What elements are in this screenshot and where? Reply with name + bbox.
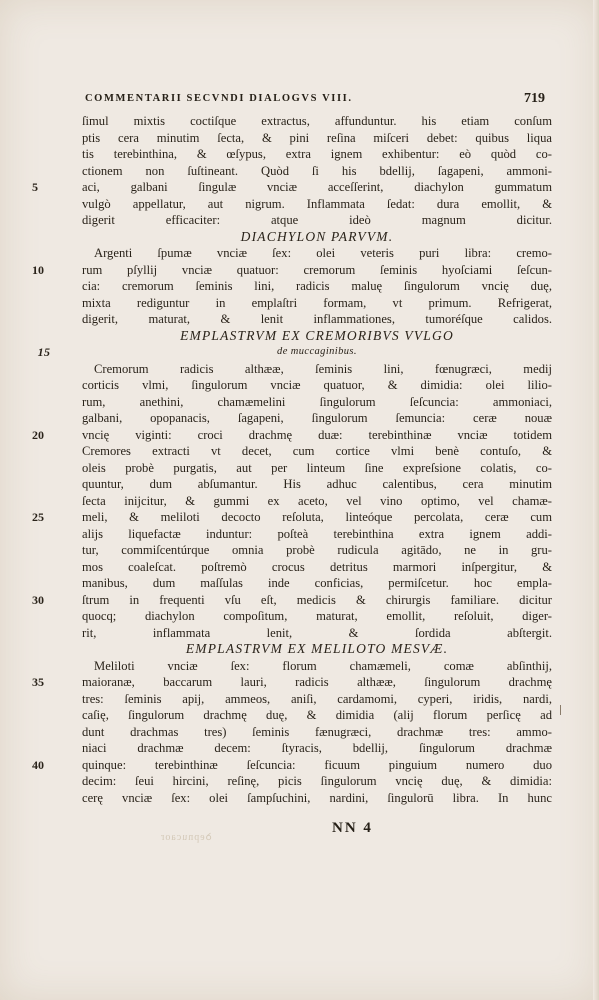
line-text: rit, inflammata lenit, & ſordida abſtergit.: [82, 625, 552, 640]
line-number: 40: [32, 757, 44, 772]
line-text: alijs liquefactæ induntur: poſteà terebinthina extra ignem addi-: [82, 526, 552, 541]
signature-mark: NN 4: [332, 820, 373, 836]
line-text: cerę vnciæ ſex: olei ſampſuchini, nardini, ſingulorū libra. In hunc: [82, 790, 552, 805]
line-text: ſimul mixtis coctiſque extractus, affunduntur. his etiam conſum: [82, 114, 552, 128]
line-text: niaci drachmæ decem: ſtyracis, bdellij, ſingulorum drachmæ: [82, 741, 552, 755]
text-line: [82, 394, 552, 411]
section-heading: [82, 229, 552, 246]
line-text: digerit, maturat, & lenit inflammationes, tumoréſque calidos.: [82, 312, 552, 326]
line-text: oleis probè purgatis, aut per linteum ſine expreſsione colatis, co-: [82, 460, 552, 475]
text-line: [82, 410, 552, 427]
text-line: [82, 493, 552, 510]
line-text: decim: ſeui hircini, reſinę, picis ſingulorum vncię duę, & dimidia:: [82, 774, 552, 788]
line-text: Cremores extracti vt decet, cum cortice vlmi benè contuſo, &: [82, 444, 552, 458]
line-text: DIACHYLON PARVVM.: [240, 228, 394, 244]
text-line: [82, 113, 552, 130]
section-subheading: [37, 344, 552, 361]
line-text: ſecta inijcitur, & gummi ex aceto, vel vino optimo, vel chamæ-: [82, 493, 552, 508]
line-text: Meliloti vnciæ ſex: florum chamæmeli, comæ abſinthij,: [94, 658, 552, 673]
line-text: meli, & meliloti decocto reſoluta, linteóque percolata, ceræ cum: [82, 510, 552, 524]
line-text: quuntur, dum abſumantur. His adhuc calentibus, cera minutim: [82, 477, 552, 491]
text-line: [82, 658, 552, 675]
line-text: dunt drachmas tres) ſeminis fænugræci, drachmæ tres: ammo-: [82, 724, 552, 739]
line-text: cia: cremorum ſeminis lini, radicis maluę ſingulorum vncię duę,: [82, 279, 552, 293]
text-line: [82, 724, 552, 741]
ink-mark: [560, 705, 561, 715]
line-text: Argenti ſpumæ vnciæ ſex: olei veteris puri libra: cremo-: [94, 246, 552, 260]
line-text: vulgò appellatur, aut nigrum. Inflammata ſedat: dura emollit, &: [82, 196, 552, 211]
line-text: de muccaginibus.: [277, 346, 357, 357]
text-line: [32, 674, 552, 691]
line-text: maioranæ, baccarum lauri, radicis althææ, ſingulorum drachmę: [82, 675, 552, 689]
text-line: [82, 361, 552, 378]
line-text: vncię viginti: croci drachmę duæ: terebinthinæ vnciæ totidem: [82, 427, 552, 442]
text-line: [82, 773, 552, 790]
line-text: corticis vlmi, ſingulorum vnciæ quatuor, & dimidia: olei lilio-: [82, 378, 552, 392]
line-text: EMPLASTRVM EX CREMORIBVS VVLGO: [180, 327, 454, 343]
text-line: [82, 212, 552, 229]
line-text: ſtrum in frequenti vſu eſt, medicis & chirurgis familiare. dicitur: [82, 592, 552, 607]
text-line: [82, 311, 552, 328]
line-text: galbani, opopanacis, ſagapeni, ſingulorum ſemuncia: ceræ nouæ: [82, 411, 552, 425]
text-line: [32, 179, 552, 196]
text-line: [82, 526, 552, 543]
text-line: [32, 509, 552, 526]
text-line: [32, 757, 552, 774]
line-text: aci, galbani ſingulæ vnciæ acceſſerint, diachylon gummatum: [82, 180, 552, 194]
line-text: rum pſyllij vnciæ quatuor: cremorum ſeminis hyoſciami ſeſcun-: [82, 262, 552, 277]
text-line: [82, 476, 552, 493]
text-line: [82, 625, 552, 642]
text-line: [32, 262, 552, 279]
text-line: [82, 575, 552, 592]
text-body: [32, 113, 552, 806]
text-line: [82, 542, 552, 559]
line-text: mos coaleſcat. poſtremò crocus detritus marmori inſpergitur, &: [82, 559, 552, 574]
text-line: [82, 377, 552, 394]
page-number: 719: [524, 91, 545, 106]
line-text: tur, commiſcentúrque omnia probè rudicula agitādo, ne in gru-: [82, 543, 552, 557]
line-number: 35: [32, 675, 44, 689]
text-line: [82, 443, 552, 460]
text-line: [82, 608, 552, 625]
bleed-through-text: ꝺepnucaor: [160, 832, 212, 843]
line-number: 30: [32, 592, 44, 607]
line-text: ctionem non ſuſtineant. Quòd ſi his bdellij, ſagapeni, ammoni-: [82, 163, 552, 178]
page-edge-shadow: [593, 0, 599, 1000]
line-text: caſię, ſingulorum drachmę duę, & dimidia (alij florum perſicę ad: [82, 708, 552, 722]
line-text: rum, anethini, chamæmelini ſingulorum ſeſcuncia: ammoniaci,: [82, 394, 552, 409]
line-text: quocq; diachylon compoſitum, maturat, emollit, reſoluit, diger-: [82, 609, 552, 623]
text-line: [82, 295, 552, 312]
line-text: tres: ſeminis apij, ammeos, aniſi, cardamomi, cyperi, iridis, nardi,: [82, 691, 552, 706]
text-line: [32, 427, 552, 444]
line-text: Cremorum radicis althææ, ſeminis lini, fœnugræci, medij: [94, 361, 552, 376]
text-line: [82, 163, 552, 180]
line-number: 20: [32, 427, 44, 442]
section-heading: [82, 328, 552, 345]
text-line: [82, 278, 552, 295]
text-line: [82, 130, 552, 147]
text-line: [82, 790, 552, 807]
line-number: 10: [32, 262, 44, 277]
line-number: 25: [32, 510, 44, 524]
line-text: EMPLASTRVM EX MELILOTO MESVÆ.: [185, 641, 449, 656]
running-head: [85, 93, 545, 111]
line-number: 15: [37, 345, 51, 359]
running-head-title: COMMENTARII SECVNDI DIALOGVS VIII.: [85, 93, 353, 104]
text-line: [82, 707, 552, 724]
text-line: [82, 559, 552, 576]
text-line: [82, 460, 552, 477]
line-text: quinque: terebinthinæ ſeſcuncia: ficuum pinguium numero duo: [82, 757, 552, 772]
line-text: mixta rediguntur in emplaſtri formam, vt primum. Refrigerat,: [82, 295, 552, 310]
text-line: [82, 245, 552, 262]
text-line: [82, 146, 552, 163]
line-text: manibus, dum maſſulas inde conficias, permiſcetur. hoc empla-: [82, 576, 552, 590]
line-text: tis terebinthina, & œſypus, extra ignem exhibentur: eò quòd co-: [82, 147, 552, 161]
section-heading: [82, 641, 552, 658]
line-text: digerit efficaciter: atque ideò magnum dicitur.: [82, 213, 552, 227]
line-number: 5: [32, 180, 38, 194]
text-line: [82, 196, 552, 213]
line-text: ptis cera minutim ſecta, & pini reſina miſceri debet: quibus liqua: [82, 130, 552, 145]
text-line: [32, 592, 552, 609]
text-line: [82, 740, 552, 757]
text-line: [82, 691, 552, 708]
